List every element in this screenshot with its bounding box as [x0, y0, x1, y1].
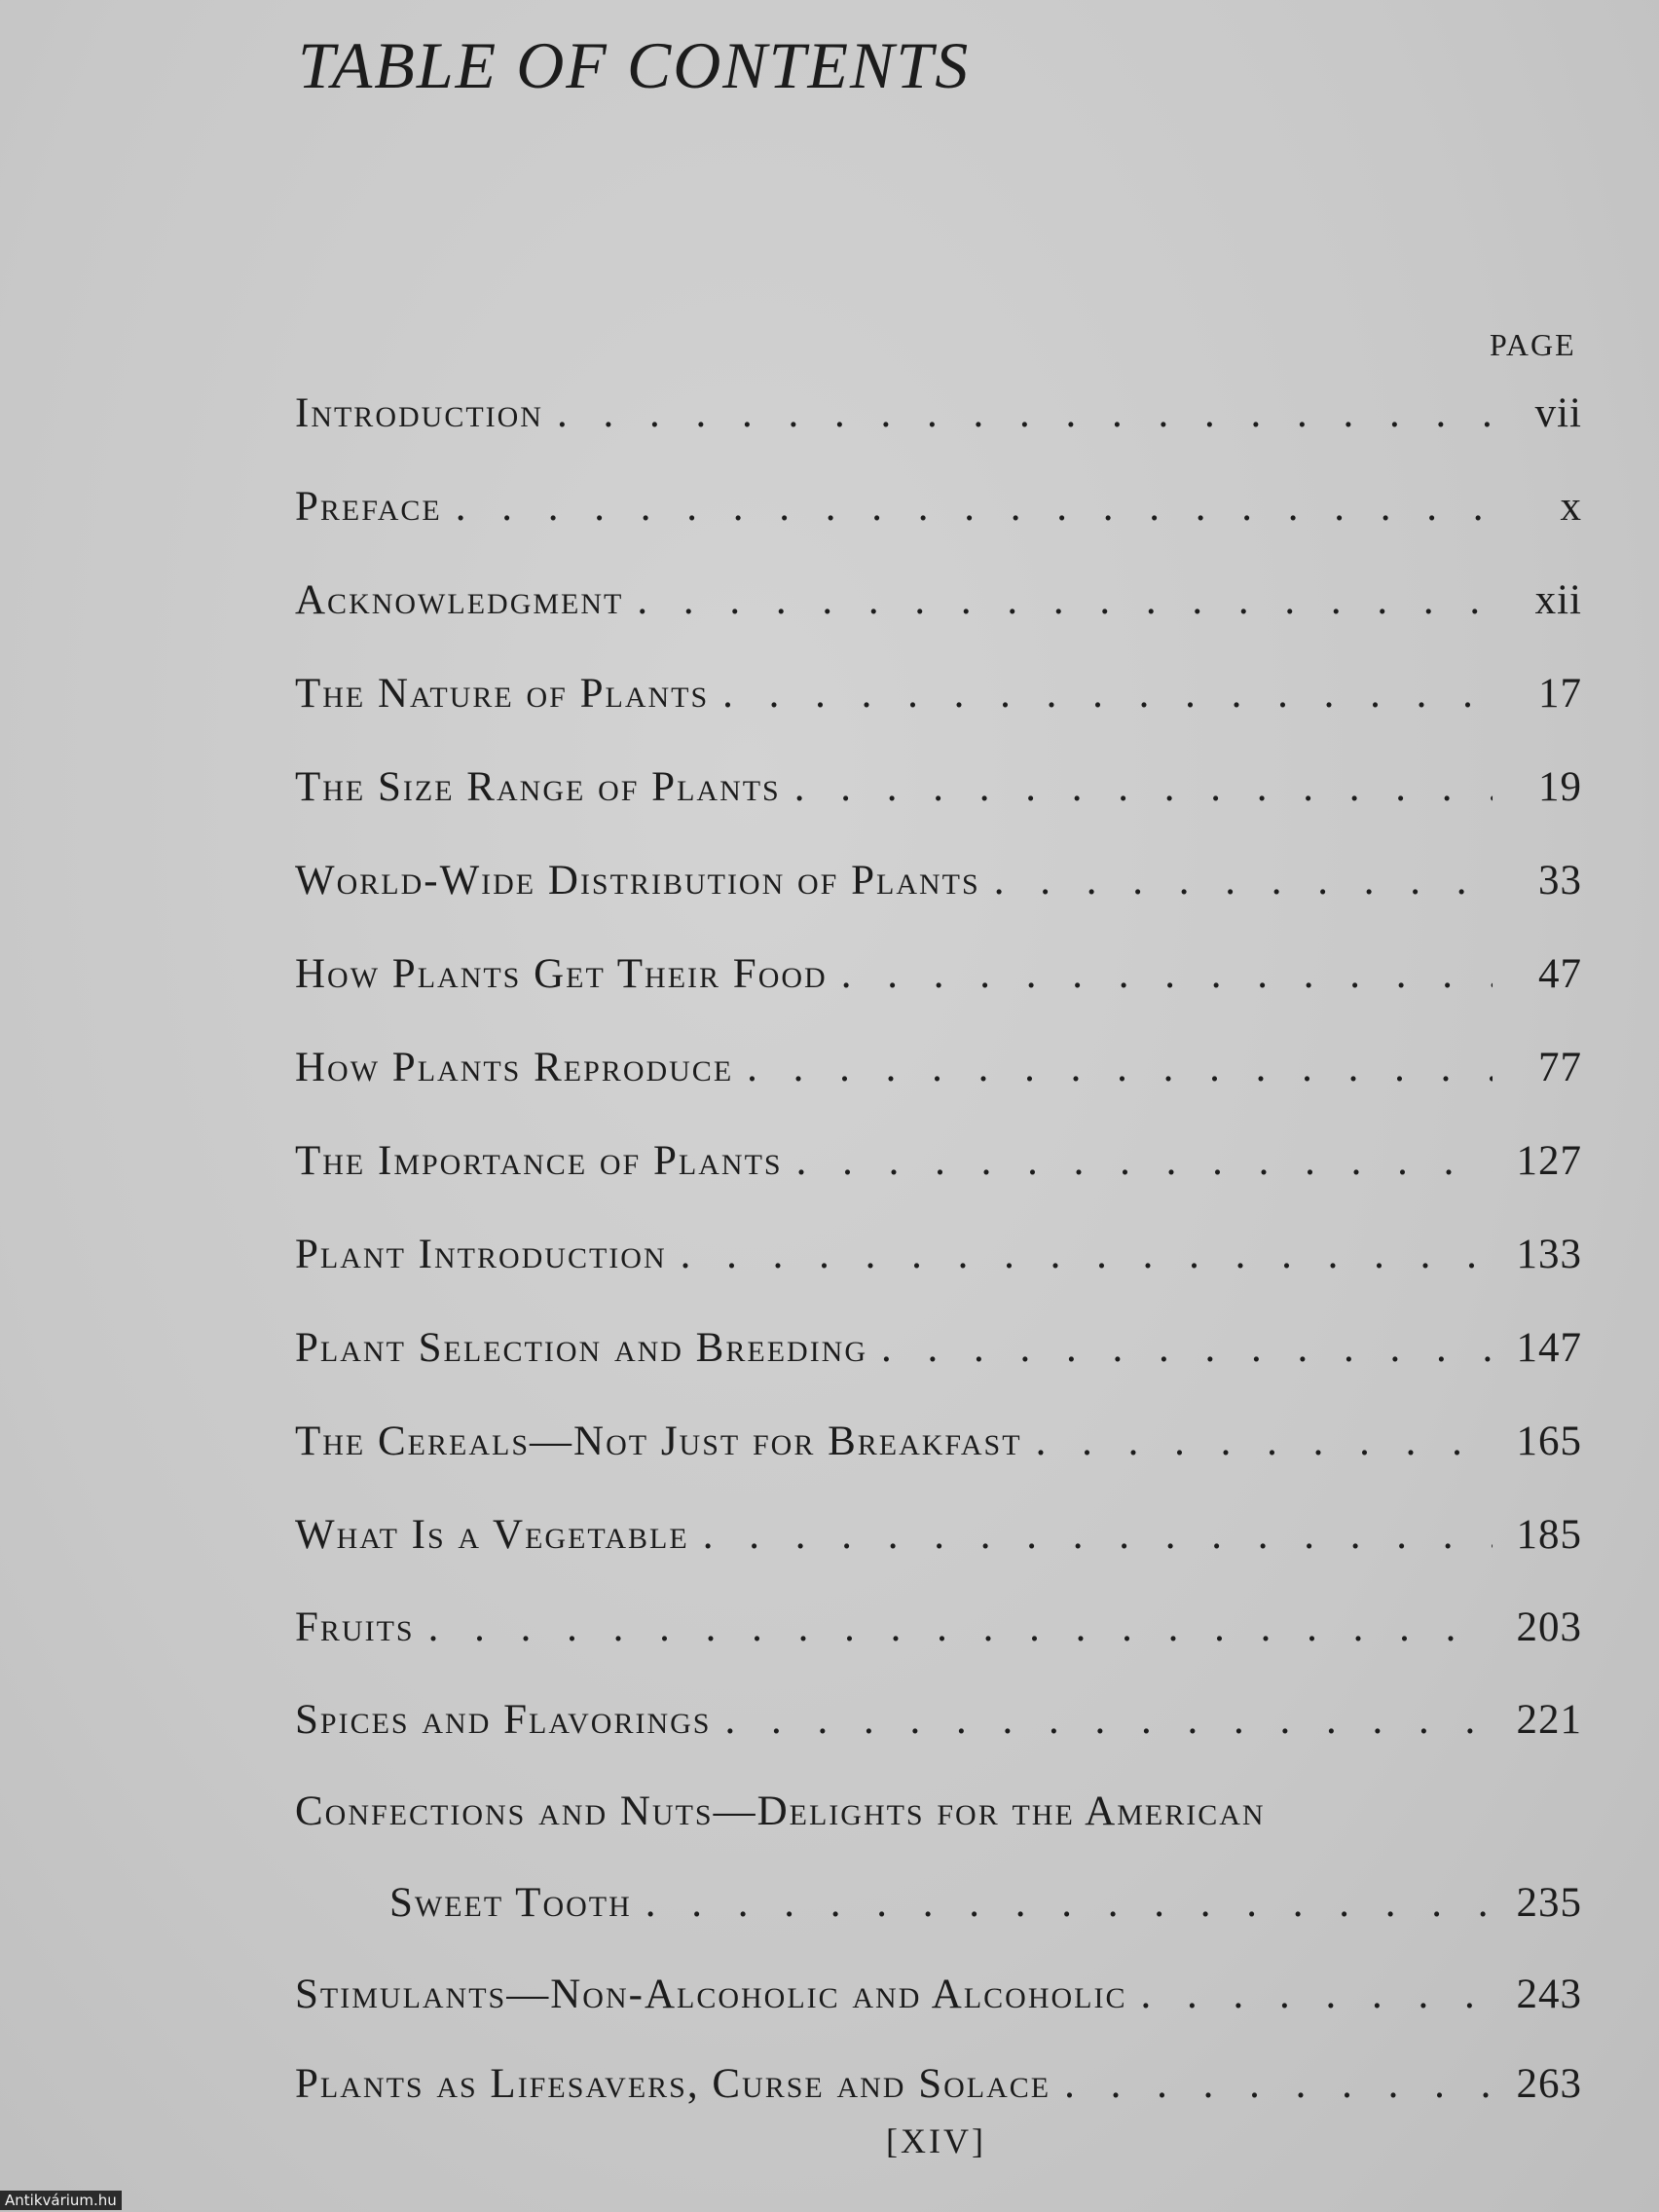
page-title: TABLE OF CONTENTS: [298, 28, 971, 102]
toc-entry: [295, 483, 1582, 551]
toc-entry-page: 243: [1516, 1972, 1582, 2017]
toc-entry-title: The Cereals—Not Just for Breakfast: [295, 1419, 1022, 1464]
toc-entry: [295, 1231, 1582, 1299]
toc-entry-page: 19: [1538, 764, 1582, 810]
toc-entry: [295, 1418, 1582, 1486]
toc-entry-page: 133: [1516, 1232, 1582, 1277]
toc-entry-title: Spices and Flavorings: [295, 1697, 712, 1743]
toc-entry-title: Preface: [295, 484, 442, 530]
toc-entry-title: The Nature of Plants: [295, 671, 710, 717]
dot-leader: [725, 1696, 1493, 1744]
dot-leader: [841, 950, 1493, 998]
toc-entry-page: 263: [1516, 2061, 1582, 2107]
toc-entry-title: How Plants Get Their Food: [295, 951, 828, 997]
dot-leader: [881, 1324, 1493, 1372]
toc-entry-title: The Size Range of Plants: [295, 764, 781, 810]
dot-leader: [681, 1231, 1493, 1278]
toc-entry-title: Plants as Lifesavers, Curse and Solace: [295, 2061, 1051, 2107]
dot-leader: [637, 576, 1493, 624]
toc-entry: [295, 763, 1582, 831]
toc-entry-page: 235: [1516, 1880, 1582, 1926]
toc-entry-page: 185: [1516, 1512, 1582, 1558]
toc-entry: [295, 1604, 1582, 1672]
toc-entry-title: Plant Selection and Breeding: [295, 1325, 868, 1371]
toc-entry-title: Stimulants—Non-Alcoholic and Alcoholic: [295, 1972, 1127, 2017]
toc-entry-title: Acknowledgment: [295, 577, 624, 623]
toc-entry: [389, 1879, 1582, 1947]
page-folio: [XIV]: [886, 2121, 986, 2160]
toc-entry-page: xii: [1534, 577, 1582, 623]
dot-leader: [703, 1511, 1493, 1559]
toc-entry-page: 77: [1538, 1045, 1582, 1090]
dot-leader: [645, 1879, 1493, 1927]
toc-entry: [295, 950, 1582, 1018]
toc-entry-page: 221: [1516, 1697, 1582, 1743]
toc-entry-page: 165: [1516, 1419, 1582, 1464]
dot-leader: [1064, 2060, 1493, 2108]
toc-entry: [295, 1971, 1582, 2039]
toc-entry: [295, 1511, 1582, 1579]
dot-leader: [796, 1137, 1493, 1185]
toc-entry-page: 147: [1516, 1325, 1582, 1371]
toc-entry: [295, 670, 1582, 738]
toc-entry: [295, 1324, 1582, 1392]
toc-entry-page: 47: [1538, 951, 1582, 997]
dot-leader: [1140, 1971, 1493, 2018]
dot-leader: [428, 1604, 1493, 1651]
dot-leader: [456, 483, 1493, 531]
dot-leader: [794, 763, 1493, 811]
dot-leader: [747, 1044, 1493, 1091]
toc-entry-page: 127: [1516, 1138, 1582, 1184]
toc-entry-title: The Importance of Plants: [295, 1138, 783, 1184]
toc-entry-page: 17: [1538, 671, 1582, 717]
toc-entry: [295, 2060, 1582, 2128]
dot-leader: [722, 670, 1493, 718]
toc-entry-title: What Is a Vegetable: [295, 1512, 689, 1558]
toc-entry-title: Plant Introduction: [295, 1232, 667, 1277]
toc-entry-page: 203: [1516, 1604, 1582, 1650]
toc-entry: [295, 576, 1582, 645]
toc-entry-page: x: [1560, 484, 1582, 530]
toc-entry-title: World-Wide Distribution of Plants: [295, 858, 980, 903]
toc-entry: [295, 1696, 1582, 1764]
toc-entry-page: vii: [1534, 390, 1582, 436]
dot-leader: [994, 857, 1493, 904]
toc-entry-page: 33: [1538, 858, 1582, 903]
page-column-header: PAGE: [1490, 327, 1576, 362]
toc-entry-title: How Plants Reproduce: [295, 1045, 734, 1090]
dot-leader: [557, 389, 1493, 437]
watermark: Antikvárium.hu: [0, 2191, 122, 2210]
toc-entry: [295, 857, 1582, 925]
dot-leader: [1036, 1418, 1493, 1465]
toc-entry: [295, 389, 1582, 458]
toc-entry: [295, 1044, 1582, 1112]
toc-entry-title: Fruits: [295, 1604, 415, 1650]
toc-entry-title-line2: Sweet Tooth: [389, 1880, 632, 1926]
toc-entry-title: Introduction: [295, 390, 543, 436]
toc-entry: [295, 1137, 1582, 1205]
toc-entry-title-line1: Confections and Nuts—Delights for the American: [295, 1788, 1266, 1834]
